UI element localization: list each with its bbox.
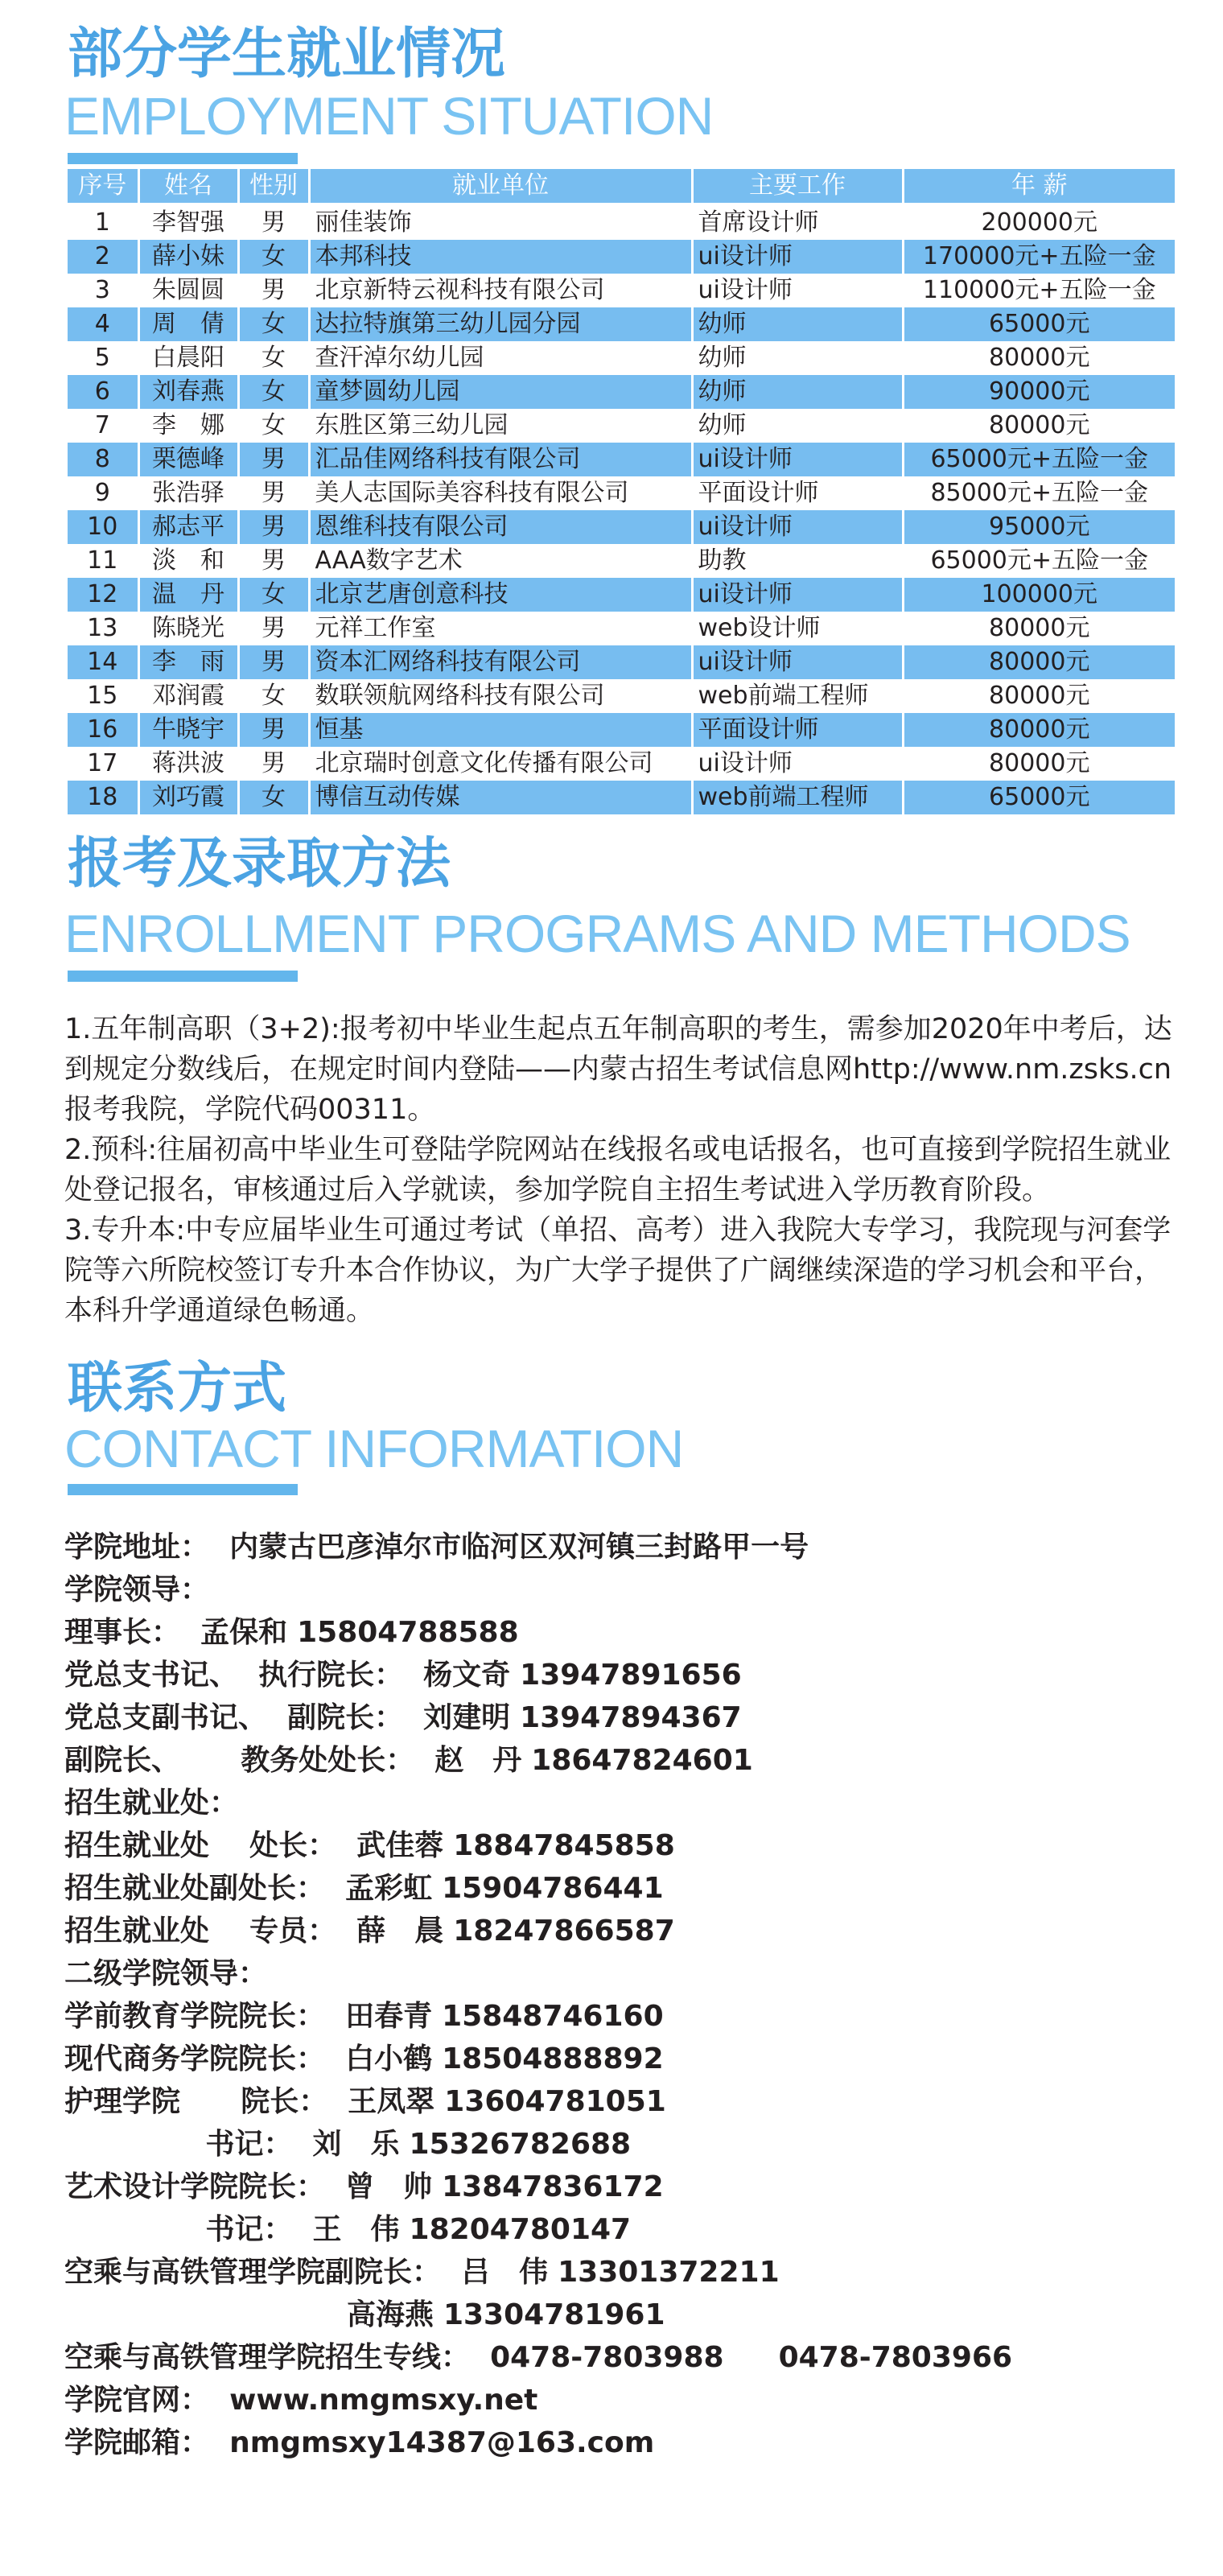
contact-name: www.nmgmsxy.net xyxy=(209,2384,538,2417)
row-salary: 80000元 xyxy=(903,645,1175,679)
row-job: 幼师 xyxy=(692,307,903,341)
contact-name: 曾 帅 xyxy=(325,2170,433,2203)
row-name: 郝志平 xyxy=(138,510,238,544)
row-index: 12 xyxy=(68,578,138,612)
row-name: 刘春燕 xyxy=(138,375,238,409)
enrollment-title-underline xyxy=(68,971,298,982)
contact-phone: 15848746160 xyxy=(442,2000,664,2033)
row-index: 9 xyxy=(68,476,138,510)
row-gender: 男 xyxy=(238,443,309,476)
header-gender: 性别 xyxy=(238,169,309,204)
table-row xyxy=(68,409,1175,443)
row-job: ui设计师 xyxy=(692,645,903,679)
employment-title-zh: 部分学生就业情况 xyxy=(68,23,506,86)
row-salary: 65000元+五险一金 xyxy=(930,546,1149,575)
row-index: 16 xyxy=(68,713,138,747)
employment-title-en: EMPLOYMENT SITUATION xyxy=(64,86,714,146)
employment-table-body xyxy=(68,204,1175,814)
row-name: 温 丹 xyxy=(138,578,238,612)
row-name: 李 娜 xyxy=(138,409,238,443)
header-name: 姓名 xyxy=(138,169,238,204)
row-name: 淡 和 xyxy=(138,544,238,578)
row-index: 17 xyxy=(68,747,138,781)
row-employer: 北京艺唐创意科技 xyxy=(309,578,692,612)
row-employer: 元祥工作室 xyxy=(309,612,692,645)
table-row xyxy=(68,443,1175,476)
contact-row xyxy=(64,1611,1191,1654)
employment-title-underline xyxy=(68,153,298,164)
row-index: 2 xyxy=(68,240,138,274)
row-name: 李 雨 xyxy=(138,645,238,679)
employment-table-header xyxy=(68,169,1175,204)
row-index: 5 xyxy=(68,341,138,375)
row-employer: 童梦圆幼儿园 xyxy=(309,375,692,409)
contact-title-zh: 联系方式 xyxy=(68,1357,287,1420)
contact-phone: 18247866587 xyxy=(453,1914,675,1947)
row-job: ui设计师 xyxy=(692,443,903,476)
table-row xyxy=(68,747,1175,781)
contact-row xyxy=(64,1782,1191,1824)
row-salary: 95000元 xyxy=(903,510,1175,544)
contact-row xyxy=(64,2251,1191,2294)
row-salary: 85000元+五险一金 xyxy=(930,479,1149,507)
contact-phone: 13301372211 xyxy=(558,2256,780,2289)
row-job: ui设计师 xyxy=(692,578,903,612)
contact-phone: 15904786441 xyxy=(442,1872,664,1905)
row-employer: 数联领航网络科技有限公司 xyxy=(309,679,692,713)
row-employer: 达拉特旗第三幼儿园分园 xyxy=(309,307,692,341)
contact-name: 田春青 xyxy=(325,2000,433,2033)
row-gender: 男 xyxy=(238,747,309,781)
row-salary: 110000元+五险一金 xyxy=(922,276,1156,304)
contact-name: 刘 乐 xyxy=(292,2128,400,2161)
row-name: 薛小妹 xyxy=(138,240,238,274)
row-name: 白晨阳 xyxy=(138,341,238,375)
contact-phone: 18647824601 xyxy=(531,1744,753,1777)
row-job: web前端工程师 xyxy=(692,679,903,713)
contact-label: 理事长： xyxy=(64,1616,181,1649)
contact-name: 吕 伟 xyxy=(441,2256,549,2289)
row-gender: 男 xyxy=(238,274,309,307)
contact-label: 书记： xyxy=(64,2213,293,2246)
contact-label: 党总支书记、 执行院长： xyxy=(64,1659,404,1692)
table-row xyxy=(68,713,1175,747)
enrollment-title-en: ENROLLMENT PROGRAMS AND METHODS xyxy=(64,904,1130,963)
row-gender: 男 xyxy=(238,476,309,510)
contact-label: 空乘与高铁管理学院副院长： xyxy=(64,2256,442,2289)
contact-name: 武佳蓉 xyxy=(336,1829,444,1862)
contact-label: 学院邮箱： xyxy=(64,2426,210,2459)
contact-label: 招生就业处 专员： xyxy=(64,1914,337,1947)
table-row xyxy=(68,341,1175,375)
row-salary: 200000元 xyxy=(981,208,1098,237)
contact-name: 王 伟 xyxy=(292,2213,400,2246)
row-employer: 博信互动传媒 xyxy=(309,781,692,814)
row-gender: 女 xyxy=(238,375,309,409)
contact-name: 白小鹤 xyxy=(325,2042,433,2075)
contact-phone: 18204780147 xyxy=(409,2213,632,2246)
row-index: 11 xyxy=(68,544,138,578)
row-employer: 美人志国际美容科技有限公司 xyxy=(309,476,692,510)
row-index: 10 xyxy=(68,510,138,544)
row-job: 幼师 xyxy=(692,409,903,443)
contact-label: 书记： xyxy=(64,2128,293,2161)
row-gender: 男 xyxy=(238,544,309,578)
contact-label: 副院长、 教务处处长： xyxy=(64,1744,415,1777)
contact-label: 空乘与高铁管理学院招生专线： xyxy=(64,2341,471,2374)
method-paragraph: 2.预科:往届初高中毕业生可登陆学院网站在线报名或电话报名，也可直接到学院招生就业处登记报名，审核通过后入学就读，参加学院自主招生考试进入学历教育阶段。 xyxy=(64,1134,1172,1206)
row-job: web前端工程师 xyxy=(692,781,903,814)
contact-phone: 18504888892 xyxy=(442,2042,664,2075)
contact-title-en: CONTACT INFORMATION xyxy=(64,1419,684,1478)
row-index: 3 xyxy=(68,274,138,307)
contact-phone-secondary: 0478-7803966 xyxy=(778,2341,1013,2374)
contact-phone: 15326782688 xyxy=(409,2128,632,2161)
row-employer: 北京新特云视科技有限公司 xyxy=(309,274,692,307)
contact-row xyxy=(64,2208,1191,2251)
contact-name: 高海燕 xyxy=(326,2298,434,2331)
contact-name: nmgmsxy14387@163.com xyxy=(209,2426,655,2459)
header-salary: 年 薪 xyxy=(903,169,1175,204)
table-row xyxy=(68,612,1175,645)
row-job: 平面设计师 xyxy=(692,476,903,510)
contact-row xyxy=(64,1867,1191,1910)
contact-row xyxy=(64,2038,1191,2080)
contact-label: 党总支副书记、 副院长： xyxy=(64,1701,404,1734)
row-name: 蒋洪波 xyxy=(138,747,238,781)
table-row xyxy=(68,781,1175,814)
contact-row xyxy=(64,2166,1191,2208)
row-job: ui设计师 xyxy=(692,747,903,781)
row-gender: 男 xyxy=(238,204,309,240)
contact-row xyxy=(64,2379,1191,2421)
contact-label: 招生就业处： xyxy=(64,1787,239,1820)
contact-name: 赵 丹 xyxy=(414,1744,522,1777)
row-index: 14 xyxy=(68,645,138,679)
row-employer: 查汗淖尔幼儿园 xyxy=(309,341,692,375)
row-gender: 男 xyxy=(238,612,309,645)
contact-label: 学院官网： xyxy=(64,2384,210,2417)
row-salary: 80000元 xyxy=(903,713,1175,747)
contact-title-underline xyxy=(68,1484,298,1495)
contact-label: 二级学院领导： xyxy=(64,1957,268,1990)
row-gender: 女 xyxy=(238,578,309,612)
contact-name: 王凤翠 xyxy=(327,2085,435,2118)
contact-row xyxy=(64,2421,1191,2464)
method-paragraph: 1.五年制高职（3+2):报考初中毕业生起点五年制高职的考生，需参加2020年中考后，达到规定分数线后，在规定时间内登陆——内蒙古招生考试信息网http://www.nm.zsks.cn报考我院，学院代码00311。 xyxy=(64,1013,1172,1126)
row-employer: 恩维科技有限公司 xyxy=(309,510,692,544)
table-row xyxy=(68,240,1175,274)
row-employer: 丽佳装饰 xyxy=(309,204,692,240)
row-job: ui设计师 xyxy=(692,240,903,274)
table-row xyxy=(68,679,1175,713)
table-row xyxy=(68,307,1175,341)
table-row xyxy=(68,375,1175,409)
row-salary: 100000元 xyxy=(903,578,1175,612)
contact-phone: 13604781051 xyxy=(444,2085,666,2118)
row-salary: 65000元+五险一金 xyxy=(903,443,1175,476)
contact-list xyxy=(64,1526,1191,2464)
contact-phone: 18847845858 xyxy=(453,1829,675,1862)
contact-row xyxy=(64,1654,1191,1696)
table-row xyxy=(68,544,1175,578)
table-row xyxy=(68,510,1175,544)
contact-name: 杨文奇 xyxy=(403,1659,511,1692)
contact-phone: 13947894367 xyxy=(520,1701,742,1734)
row-index: 18 xyxy=(68,781,138,814)
row-name: 陈晓光 xyxy=(138,612,238,645)
employment-table xyxy=(68,169,1175,814)
row-name: 李智强 xyxy=(138,204,238,240)
enrollment-title-zh: 报考及录取方法 xyxy=(68,832,451,896)
row-employer: 北京瑞时创意文化传播有限公司 xyxy=(309,747,692,781)
table-row xyxy=(68,274,1175,307)
enrollment-methods xyxy=(64,1009,1175,1331)
row-index: 1 xyxy=(68,204,138,240)
row-salary: 90000元 xyxy=(903,375,1175,409)
row-job: ui设计师 xyxy=(692,274,903,307)
contact-row xyxy=(64,1696,1191,1739)
row-index: 8 xyxy=(68,443,138,476)
contact-row xyxy=(64,2336,1191,2379)
row-index: 6 xyxy=(68,375,138,409)
contact-row xyxy=(64,1910,1191,1952)
row-gender: 女 xyxy=(238,781,309,814)
row-index: 4 xyxy=(68,307,138,341)
contact-label: 招生就业处副处长： xyxy=(64,1872,326,1905)
row-salary: 80000元 xyxy=(989,749,1090,777)
contact-name: 孟保和 xyxy=(180,1616,288,1649)
row-employer: 东胜区第三幼儿园 xyxy=(309,409,692,443)
row-gender: 女 xyxy=(238,240,309,274)
contact-row xyxy=(64,1824,1191,1867)
row-job: web设计师 xyxy=(692,612,903,645)
row-index: 15 xyxy=(68,679,138,713)
contact-label: 学院领导： xyxy=(64,1573,210,1606)
row-name: 张浩驿 xyxy=(138,476,238,510)
contact-phone: 13304781961 xyxy=(443,2298,665,2331)
row-salary: 65000元 xyxy=(903,307,1175,341)
row-job: 幼师 xyxy=(692,341,903,375)
row-employer: 恒基 xyxy=(309,713,692,747)
row-gender: 男 xyxy=(238,713,309,747)
row-salary: 80000元 xyxy=(989,682,1090,710)
row-name: 邓润霞 xyxy=(138,679,238,713)
header-employer: 就业单位 xyxy=(309,169,692,204)
row-job: 助教 xyxy=(692,544,903,578)
row-job: 平面设计师 xyxy=(692,713,903,747)
row-gender: 女 xyxy=(238,679,309,713)
contact-row xyxy=(64,1739,1191,1782)
contact-label: 学前教育学院院长： xyxy=(64,2000,326,2033)
row-salary: 80000元 xyxy=(989,614,1090,642)
contact-row xyxy=(64,1995,1191,2038)
row-name: 周 倩 xyxy=(138,307,238,341)
contact-row xyxy=(64,2080,1191,2123)
row-name: 栗德峰 xyxy=(138,443,238,476)
row-name: 刘巧霞 xyxy=(138,781,238,814)
row-salary: 170000元+五险一金 xyxy=(903,240,1175,274)
contact-row xyxy=(64,1568,1191,1611)
table-row xyxy=(68,578,1175,612)
row-gender: 女 xyxy=(238,307,309,341)
row-gender: 女 xyxy=(238,341,309,375)
row-job: 幼师 xyxy=(692,375,903,409)
row-gender: 女 xyxy=(238,409,309,443)
row-employer: 汇品佳网络科技有限公司 xyxy=(309,443,692,476)
contact-phone: 15804788588 xyxy=(297,1616,519,1649)
contact-phone: 13947891656 xyxy=(520,1659,742,1692)
contact-label: 学院地址： xyxy=(64,1531,210,1564)
row-employer: 资本汇网络科技有限公司 xyxy=(309,645,692,679)
row-employer: 本邦科技 xyxy=(309,240,692,274)
header-index: 序号 xyxy=(68,169,138,204)
contact-name: 0478-7803988 xyxy=(470,2341,724,2374)
row-salary: 80000元 xyxy=(989,344,1090,372)
contact-row xyxy=(64,2294,1191,2336)
row-job: 首席设计师 xyxy=(692,204,903,240)
row-gender: 男 xyxy=(238,510,309,544)
row-index: 7 xyxy=(68,409,138,443)
contact-label xyxy=(64,2294,327,2336)
contact-row xyxy=(64,2123,1191,2166)
table-row xyxy=(68,204,1175,240)
contact-label: 招生就业处 处长： xyxy=(64,1829,337,1862)
row-index: 13 xyxy=(68,612,138,645)
contact-phone: 13847836172 xyxy=(442,2170,664,2203)
contact-name: 内蒙古巴彦淖尔市临河区双河镇三封路甲一号 xyxy=(209,1531,809,1564)
table-row xyxy=(68,476,1175,510)
contact-name: 刘建明 xyxy=(403,1701,511,1734)
contact-name: 孟彩虹 xyxy=(325,1872,433,1905)
contact-label: 护理学院 院长： xyxy=(64,2085,328,2118)
contact-label: 现代商务学院院长： xyxy=(64,2042,326,2075)
row-salary: 80000元 xyxy=(989,411,1090,439)
row-name: 牛晓宇 xyxy=(138,713,238,747)
contact-label: 艺术设计学院院长： xyxy=(64,2170,326,2203)
header-job: 主要工作 xyxy=(692,169,903,204)
contact-row xyxy=(64,1952,1191,1995)
row-gender: 男 xyxy=(238,645,309,679)
table-row xyxy=(68,645,1175,679)
contact-row xyxy=(64,1526,1191,1568)
row-employer: AAA数字艺术 xyxy=(309,544,692,578)
row-salary: 65000元 xyxy=(903,781,1175,814)
contact-name: 薛 晨 xyxy=(336,1914,444,1947)
row-name: 朱圆圆 xyxy=(138,274,238,307)
method-paragraph: 3.专升本:中专应届毕业生可通过考试（单招、高考）进入我院大专学习，我院现与河套学院等六所院校签订专升本合作协议，为广大学子提供了广阔继续深造的学习机会和平台，本科升学通道绿色畅通。 xyxy=(64,1214,1172,1327)
row-job: ui设计师 xyxy=(692,510,903,544)
